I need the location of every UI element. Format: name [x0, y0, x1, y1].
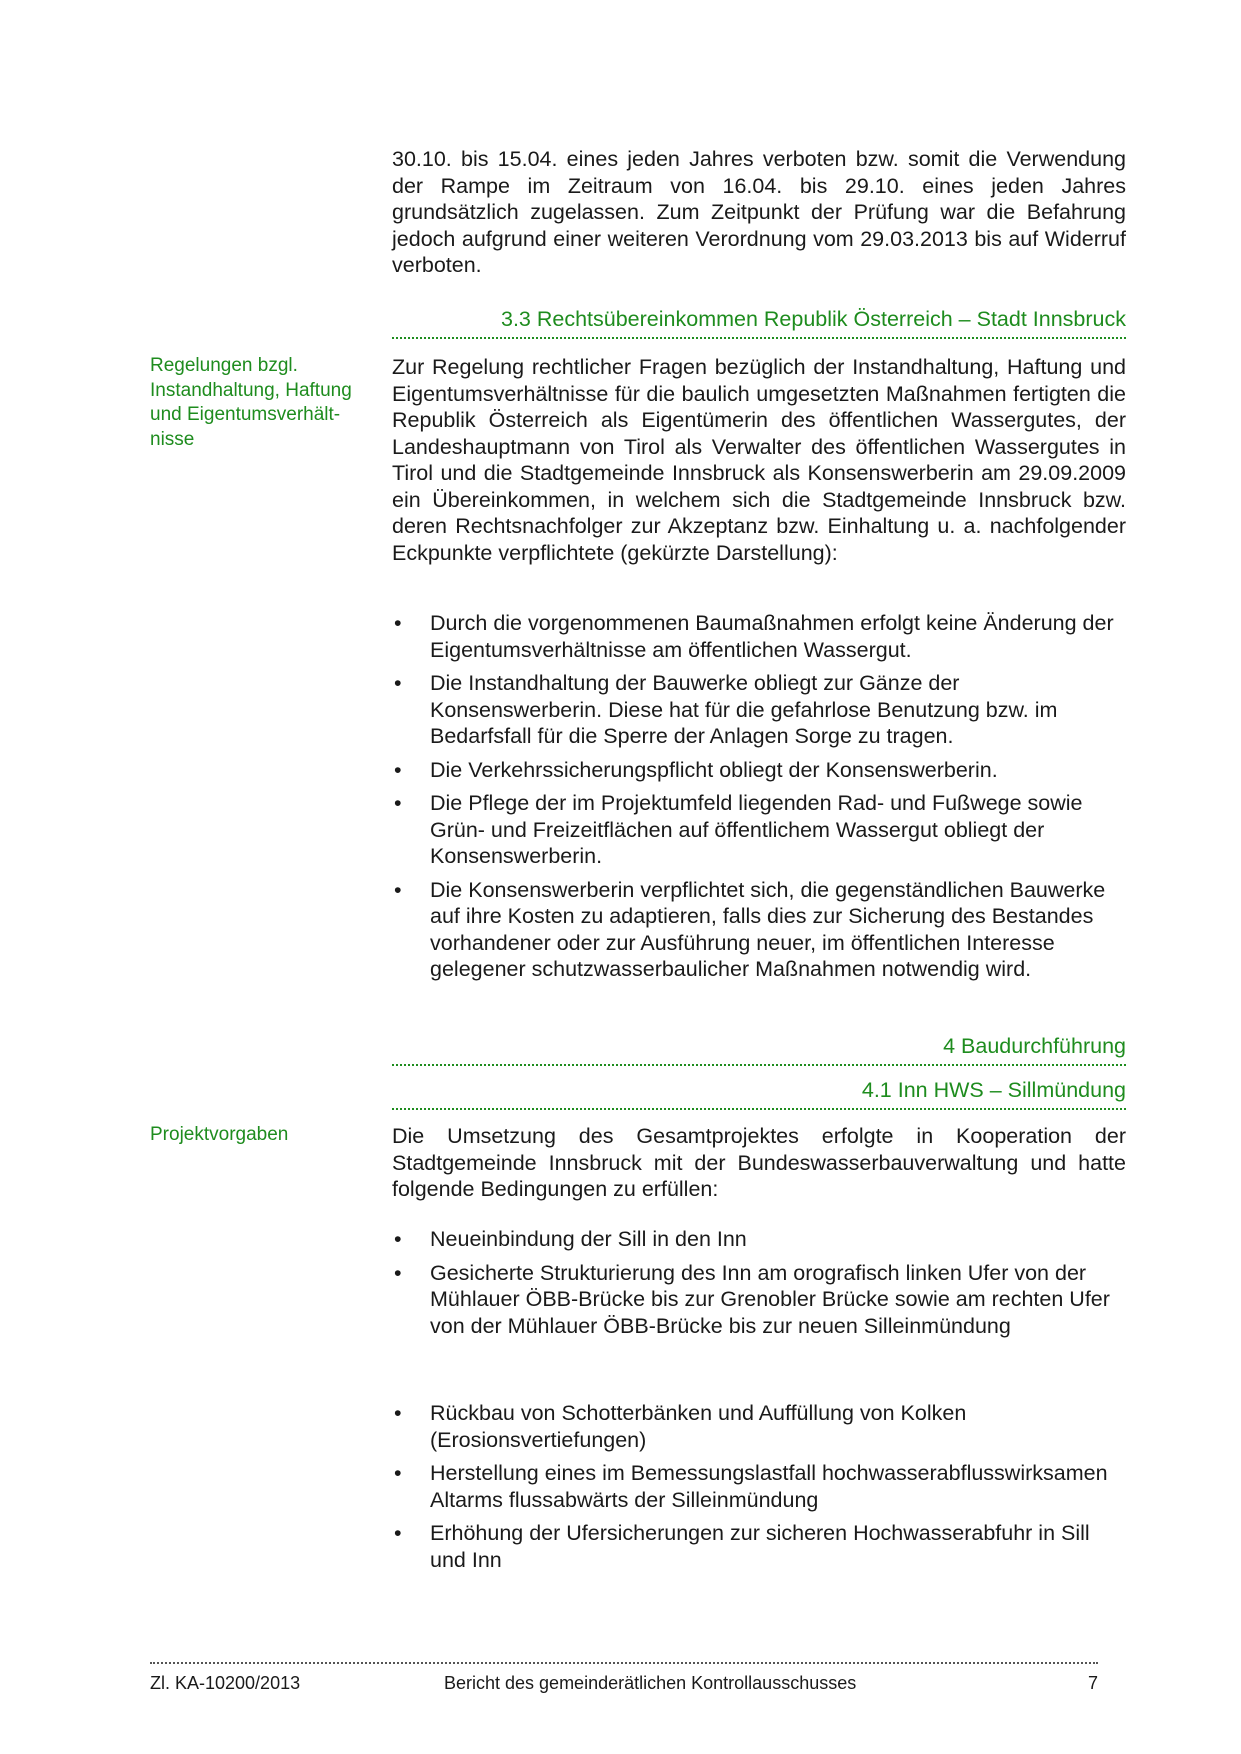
list-item	[392, 1460, 1126, 1513]
intro-paragraph: 30.10. bis 15.04. eines jeden Jahres verboten bzw. somit die Verwendung der Rampe im Zeitraum von 16.04. bis 29.10. eines jeden Jahres grundsätzlich zugelassen. Zum Zeitpunkt der Prüfung war die Befahrung jedoch aufgrund einer weiteren Verordnung vom 29.03.2013 bis auf Widerruf verboten.	[392, 147, 1126, 277]
list-item	[392, 1520, 1126, 1573]
section-3-3-paragraph: Zur Regelung rechtlicher Fragen bezüglich der Instandhaltung, Haftung und Eigentumsverhältnisse für die baulich umgesetzten Maßnahmen fertigten die Republik Österreich als Eigentümerin des öffentlichen Wassergutes, der Landeshauptmann von Tirol als Verwalter des öffentlichen Wassergutes in Tirol und die Stadtgemeinde Innsbruck als Konsenswerberin am 29.09.2009 ein Übereinkommen, in welchem sich die Stadtgemeinde Innsbruck bzw. deren Rechtsnachfolger zur Akzeptanz bzw. Einhaltung u. a. nachfolgender Eckpunkte verpflichtete (gekürzte Darstellung):	[392, 355, 1126, 565]
list-item	[392, 610, 1126, 663]
bullet-icon: •	[394, 1227, 402, 1251]
list-item	[392, 1226, 1126, 1253]
section-3-3-rule	[392, 337, 1126, 339]
margin-note-projektvorgaben: Projektvorgaben	[150, 1124, 289, 1145]
section-4-rule	[392, 1064, 1126, 1066]
section-4-1-bullet-list-a	[392, 1226, 1126, 1346]
bullet-icon: •	[394, 1401, 402, 1425]
bullet-icon: •	[394, 1260, 402, 1285]
list-item-text: Neueinbindung der Sill in den Inn	[430, 1227, 747, 1251]
section-4-1-paragraph: Die Umsetzung des Gesamtprojektes erfolgte in Kooperation der Stadtgemeinde Innsbruck mit der Bundeswasserbauverwaltung und hatte folgende Bedingungen zu erfüllen:	[392, 1124, 1126, 1201]
list-item-text: Herstellung eines im Bemessungslastfall hochwasserabflusswirksamen Altarms flussabwärts der Silleinmündung	[430, 1461, 1108, 1512]
list-item-text: Die Konsenswerberin verpflichtet sich, die gegenständlichen Bauwerke auf ihre Kosten zu adaptieren, falls dies zur Sicherung des Bestandes vorhandener oder zur Ausführung neuer, im öffentlichen Interesse gelegener schutzwasserbaulicher Maßnahmen notwendig wird.	[430, 877, 1106, 981]
list-item-text: Die Instandhaltung der Bauwerke obliegt zur Gänze der Konsenswerberin. Diese hat für die gefahrlose Benutzung bzw. im Bedarfsfall für die Sperre der Anlagen Sorge zu tragen.	[430, 671, 1058, 748]
bullet-icon: •	[394, 757, 402, 782]
footer-reference: Zl. KA-10200/2013	[150, 1673, 301, 1693]
list-item	[392, 670, 1126, 750]
list-item-text: Erhöhung der Ufersicherungen zur sicheren Hochwasserabfuhr in Sill und Inn	[430, 1521, 1090, 1572]
section-4-1-heading: 4.1 Inn HWS – Sillmündung	[861, 1078, 1126, 1102]
list-item-text: Die Pflege der im Projektumfeld liegenden Rad- und Fußwege sowie Grün- und Freizeitflächen auf öffentlichem Wassergut obliegt der Konsenswerberin.	[430, 791, 1083, 868]
bullet-icon: •	[394, 1521, 402, 1545]
list-item-text: Durch die vorgenommenen Baumaßnahmen erfolgt keine Änderung der Eigentumsverhältnisse am öffentlichen Wassergut.	[430, 611, 1114, 662]
list-item	[392, 1260, 1126, 1340]
bullet-icon: •	[394, 791, 402, 815]
section-3-3-bullet-list	[392, 610, 1126, 990]
bullet-icon: •	[394, 877, 402, 902]
list-item	[392, 877, 1126, 983]
page-number: 7	[1087, 1673, 1098, 1693]
margin-note-regelungen: Regelungen bzgl. Instandhaltung, Haftung und Eigentumsverhältnisse	[150, 355, 352, 450]
list-item-text: Die Verkehrssicherungspflicht obliegt der Konsenswerberin.	[430, 757, 998, 782]
footer-title: Bericht des gemeinderätlichen Kontrollausschusses	[444, 1673, 857, 1693]
bullet-icon: •	[394, 611, 402, 635]
section-4-heading: 4 Baudurchführung	[943, 1034, 1126, 1058]
list-item	[392, 790, 1126, 870]
list-item-text: Gesicherte Strukturierung des Inn am orografisch linken Ufer von der Mühlauer ÖBB-Brücke bis zur Grenobler Brücke sowie am rechten Ufer von der Mühlauer ÖBB-Brücke bis zur neuen Silleinmündung	[430, 1260, 1110, 1338]
list-item	[392, 1400, 1126, 1453]
section-4-1-rule	[392, 1108, 1126, 1110]
list-item	[392, 757, 1126, 784]
list-item-text: Rückbau von Schotterbänken und Auffüllung von Kolken (Erosionsvertiefungen)	[430, 1401, 967, 1452]
footer-rule	[150, 1662, 1098, 1664]
bullet-icon: •	[394, 1461, 402, 1485]
section-3-3-heading: 3.3 Rechtsübereinkommen Republik Österreich – Stadt Innsbruck	[500, 307, 1126, 331]
bullet-icon: •	[394, 671, 402, 695]
section-4-1-bullet-list-b	[392, 1400, 1126, 1580]
